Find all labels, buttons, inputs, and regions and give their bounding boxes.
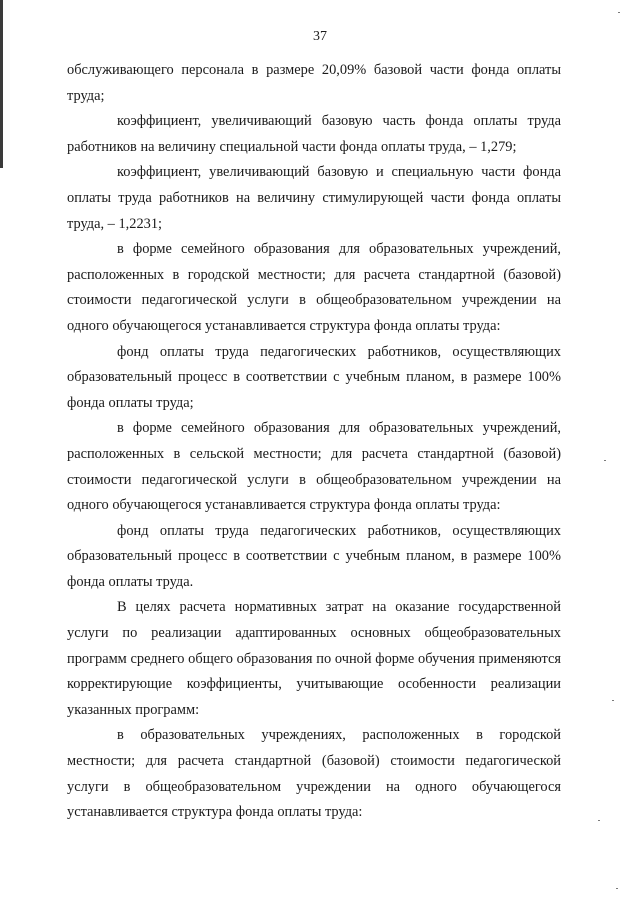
scan-speck <box>618 12 620 13</box>
paragraph-9: в образовательных учреждениях, расположенных в городской местности; для расчета стандартной (базовой) стоимости педагогической услуги в общеобразовательном учреждении на одного обучающегося устанавливается структура фонда оплаты труда: <box>67 727 561 821</box>
scan-edge-mark <box>0 0 3 168</box>
paragraph-7: фонд оплаты труда педагогических работников, осуществляющих образовательный процесс в соответствии с учебным планом, в размере 100% фонда оплаты труда. <box>67 522 561 590</box>
paragraph-1: обслуживающего персонала в размере 20,09% базовой части фонда оплаты труда; <box>67 62 561 104</box>
scan-speck <box>612 700 614 701</box>
paragraph-8: В целях расчета нормативных затрат на оказание государственной услуги по реализации адаптированных основных общеобразовательных программ среднего общего образования по очной форме обучения применяются корректирующие коэффициенты, учитывающие особенности реализации указанных программ: <box>67 599 561 718</box>
paragraph-3: коэффициент, увеличивающий базовую и специальную части фонда оплаты труда работников на величину стимулирующей части фонда оплаты труда, – 1,2231; <box>67 164 561 232</box>
scan-speck <box>598 820 600 821</box>
page-number: 37 <box>313 29 327 44</box>
paragraph-2: коэффициент, увеличивающий базовую часть фонда оплаты труда работников на величину специальной части фонда оплаты труда, – 1,279; <box>67 113 561 155</box>
document-body <box>67 58 561 826</box>
paragraph-5: фонд оплаты труда педагогических работников, осуществляющих образовательный процесс в соответствии с учебным планом, в размере 100% фонда оплаты труда; <box>67 343 561 411</box>
scan-speck <box>604 460 606 461</box>
paragraph-6: в форме семейного образования для образовательных учреждений, расположенных в сельской местности; для расчета стандартной (базовой) стоимости педагогической услуги в общеобразовательном учреждении на одного обучающегося устанавливается структура фонда оплаты труда: <box>67 420 561 514</box>
scan-speck <box>616 888 618 889</box>
paragraph-4: в форме семейного образования для образовательных учреждений, расположенных в городской местности; для расчета стандартной (базовой) стоимости педагогической услуги в общеобразовательном учреждении на одного обучающегося устанавливается структура фонда оплаты труда: <box>67 241 561 334</box>
